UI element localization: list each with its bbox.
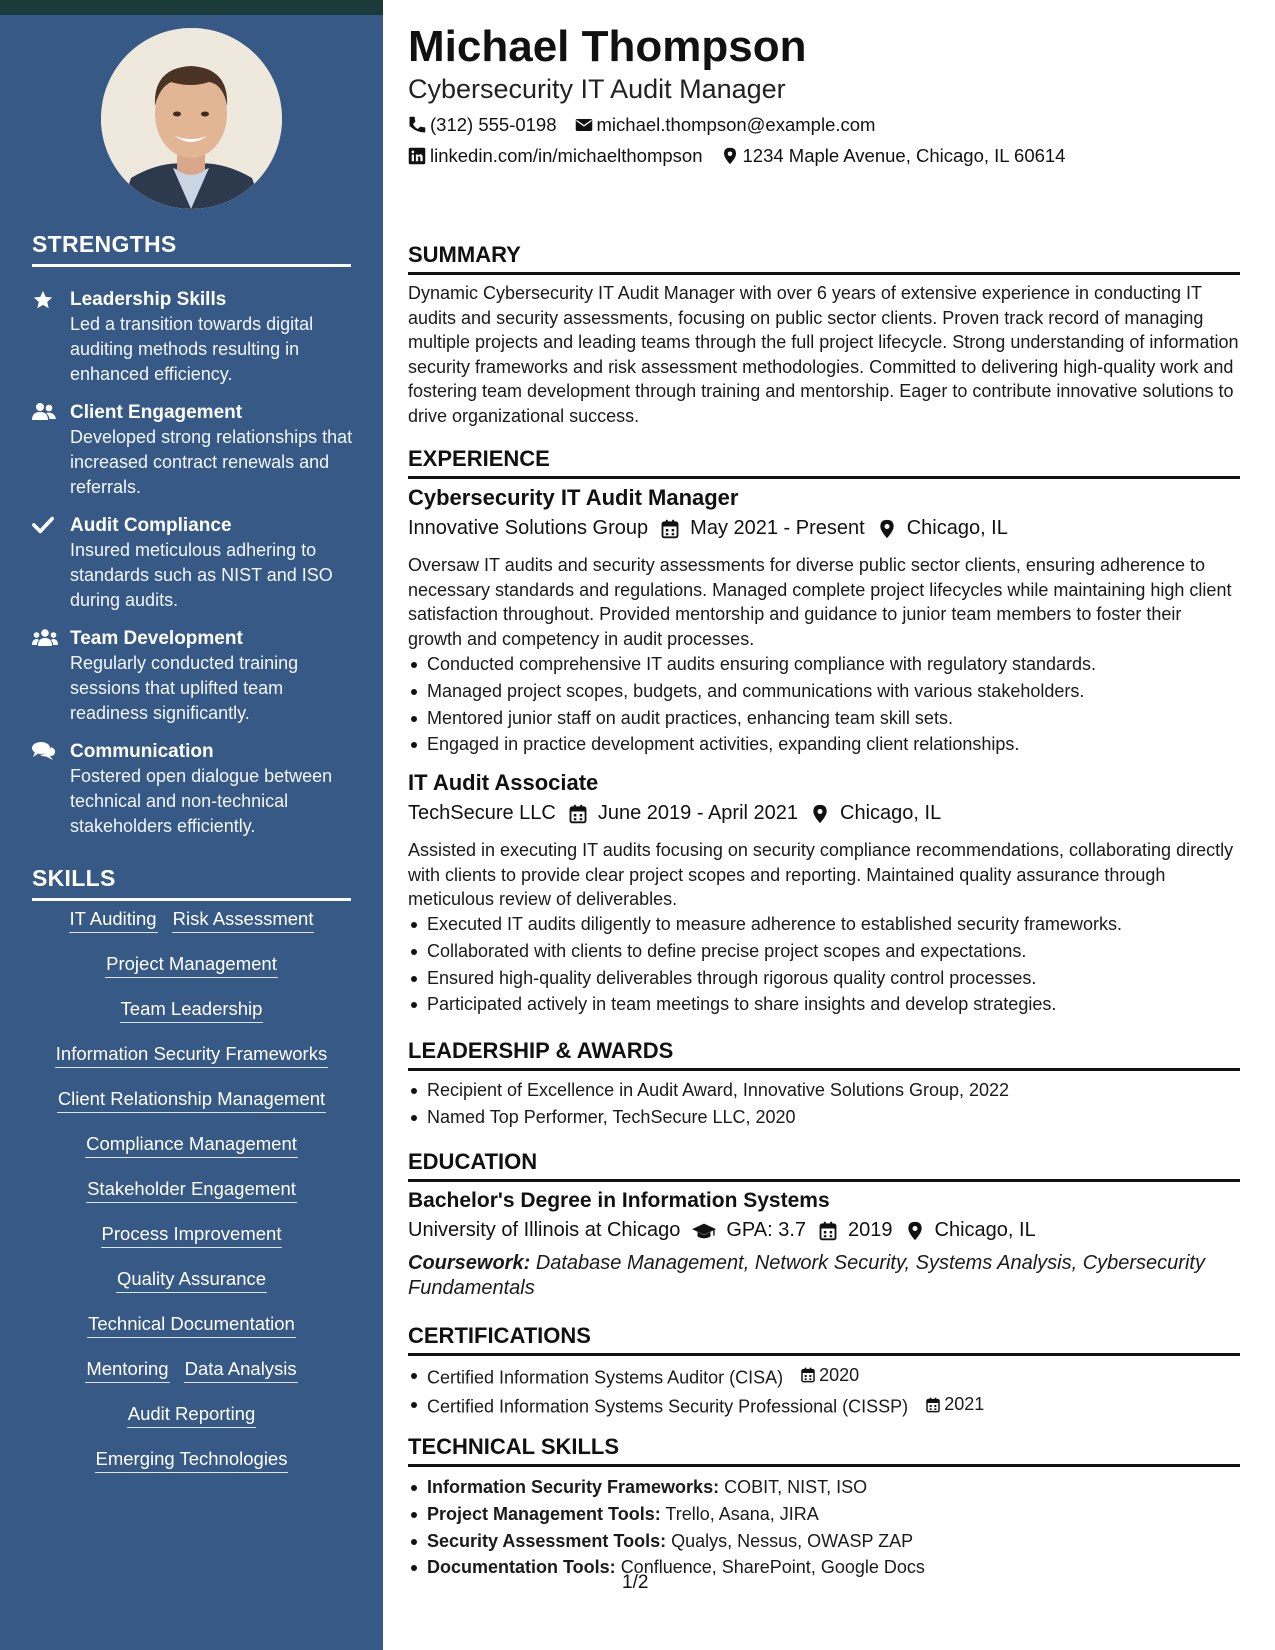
award-item: Recipient of Excellence in Audit Award, Innovative Solutions Group, 2022 [408, 1077, 1240, 1104]
strength-description: Fostered open dialogue between technical and non-technical stakeholders efficiently. [70, 766, 333, 836]
job-bullet: Collaborated with clients to define precise project scopes and expectations. [408, 938, 1240, 965]
skill-tag: Client Relationship Management [57, 1087, 326, 1113]
strength-title: Client Engagement [70, 402, 243, 423]
check-icon [32, 515, 56, 537]
technical-skill-value: Qualys, Nessus, OWASP ZAP [671, 1530, 914, 1551]
skill-tag: Technical Documentation [87, 1312, 296, 1338]
star-icon [32, 289, 56, 311]
awards-heading: LEADERSHIP & AWARDS [408, 1038, 1240, 1071]
map-pin-icon [905, 1221, 925, 1241]
linkedin-icon [408, 147, 426, 165]
certification-year: 2021 [944, 1394, 985, 1415]
technical-skill-label: Information Security Frameworks: [427, 1477, 720, 1497]
job-meta [408, 802, 941, 825]
strengths-list [32, 288, 357, 853]
school-location: Chicago, IL [934, 1219, 1036, 1241]
technical-skill-value: Trello, Asana, JIRA [665, 1503, 819, 1524]
technical-skill-value: Confluence, SharePoint, Google Docs [620, 1557, 925, 1578]
certification-name: Certified Information Systems Security Professional (CISSP) [427, 1396, 909, 1417]
contact-row-1 [408, 114, 875, 136]
strength-title: Team Development [70, 628, 243, 649]
skill-tag: IT Auditing [69, 907, 158, 933]
sidebar-top-bar [0, 0, 383, 15]
strength-description: Insured meticulous adhering to standards such as NIST and ISO during audits. [70, 540, 333, 610]
education-meta [408, 1219, 1036, 1242]
skill-tag: Quality Assurance [116, 1267, 267, 1293]
graduation-year: 2019 [848, 1219, 893, 1241]
company-name: TechSecure LLC [408, 802, 556, 824]
strength-item [32, 514, 357, 613]
technical-skill-item [408, 1554, 1240, 1581]
job-bullet: Managed project scopes, budgets, and communications with various stakeholders. [408, 678, 1240, 705]
education-heading: EDUCATION [408, 1149, 1240, 1182]
job-location: Chicago, IL [906, 517, 1008, 539]
job-location: Chicago, IL [840, 802, 942, 824]
calendar-icon [800, 1367, 816, 1383]
certifications-heading: CERTIFICATIONS [408, 1323, 1240, 1356]
strength-item [32, 740, 357, 839]
strength-description: Developed strong relationships that increased contract renewals and referrals. [70, 427, 353, 497]
coursework-list: Database Management, Network Security, Systems Analysis, Cybersecurity Fundamentals [408, 1252, 1205, 1299]
certification-item [408, 1362, 1240, 1391]
job-bullet: Mentored junior staff on audit practices, enhancing team skill sets. [408, 705, 1240, 732]
strength-title: Leadership Skills [70, 289, 227, 310]
skill-tag: Data Analysis [184, 1357, 298, 1383]
technical-skill-item [408, 1501, 1240, 1528]
job-dates: May 2021 - Present [690, 517, 865, 539]
strength-item [32, 288, 357, 387]
skill-tag: Emerging Technologies [95, 1447, 289, 1473]
page-number: 1/2 [622, 1572, 649, 1593]
address: 1234 Maple Avenue, Chicago, IL 60614 [742, 145, 1066, 166]
skill-tag: Mentoring [85, 1357, 169, 1383]
job-bullet: Participated actively in team meetings to share insights and develop strategies. [408, 991, 1240, 1018]
skills-list [32, 907, 351, 1492]
team-icon [32, 628, 56, 650]
certification-year: 2020 [819, 1365, 860, 1385]
strength-item [32, 401, 357, 500]
job-summary: Assisted in executing IT audits focusing on security compliance recommendations, collaborating directly with clients to provide clear project scopes and reporting. Maintained quality assurance through meticulous review of deliverables. [408, 840, 1234, 910]
strength-item [32, 627, 357, 726]
map-pin-icon [721, 147, 739, 165]
technical-skills-list [408, 1474, 1240, 1581]
skill-tag: Process Improvement [101, 1222, 283, 1248]
skill-tag: Risk Assessment [172, 907, 315, 933]
graduation-cap-icon [692, 1221, 716, 1241]
linkedin-link[interactable]: linkedin.com/in/michaelthompson [430, 145, 703, 166]
technical-skill-label: Project Management Tools: [427, 1503, 661, 1524]
job-bullets [408, 911, 1240, 1018]
technical-skill-label: Documentation Tools: [427, 1557, 616, 1578]
job-bullets [408, 651, 1240, 758]
strengths-heading: STRENGTHS [32, 231, 351, 267]
job-bullet: Executed IT audits diligently to measure adherence to established security frameworks. [408, 911, 1240, 938]
calendar-icon [818, 1221, 838, 1241]
skill-tag: Information Security Frameworks [55, 1042, 328, 1068]
summary-heading: SUMMARY [408, 242, 1240, 275]
technical-skills-heading: TECHNICAL SKILLS [408, 1434, 1240, 1467]
email-link[interactable]: michael.thompson@example.com [596, 114, 876, 135]
strength-title: Audit Compliance [70, 515, 232, 536]
school-name: University of Illinois at Chicago [408, 1219, 681, 1241]
phone-number[interactable]: (312) 555-0198 [430, 114, 557, 135]
award-item: Named Top Performer, TechSecure LLC, 2020 [408, 1104, 1240, 1131]
skill-tag: Team Leadership [120, 997, 264, 1023]
job-bullet: Conducted comprehensive IT audits ensuring compliance with regulatory standards. [408, 651, 1240, 678]
job-bullet: Engaged in practice development activities, expanding client relationships. [408, 731, 1240, 758]
strength-description: Regularly conducted training sessions that uplifted team readiness significantly. [70, 653, 299, 723]
calendar-icon [925, 1397, 941, 1413]
sidebar [0, 0, 383, 1650]
calendar-icon [568, 804, 588, 824]
job-summary: Oversaw IT audits and security assessments for diverse public sector clients, ensuring adherence to necessary standards and regulations. Managed complete project lifecycles while maintaining high client satisfaction throughout. Provided mentorship and guidance to junior team members to foster their growth and competency in audit processes. [408, 555, 1232, 649]
job-dates: June 2019 - April 2021 [597, 802, 799, 824]
gpa: GPA: 3.7 [726, 1219, 807, 1241]
technical-skill-item [408, 1528, 1240, 1555]
degree: Bachelor's Degree in Information Systems [408, 1189, 830, 1212]
certification-name: Certified Information Systems Auditor (CISA) [427, 1367, 784, 1388]
skills-heading: SKILLS [32, 865, 351, 901]
skill-tag: Audit Reporting [127, 1402, 257, 1428]
company-name: Innovative Solutions Group [408, 517, 649, 539]
map-pin-icon [877, 519, 897, 539]
profile-photo [101, 28, 282, 209]
coursework-label: Coursework: [408, 1252, 531, 1274]
awards-list [408, 1077, 1240, 1131]
technical-skill-value: COBIT, NIST, ISO [724, 1477, 868, 1497]
experience-heading: EXPERIENCE [408, 446, 1240, 479]
technical-skill-item [408, 1474, 1240, 1501]
candidate-title: Cybersecurity IT Audit Manager [408, 74, 786, 104]
skill-tag: Compliance Management [85, 1132, 298, 1158]
strength-title: Communication [70, 741, 214, 762]
certifications-list [408, 1362, 1240, 1420]
contact-row-2 [408, 145, 1065, 167]
technical-skill-label: Security Assessment Tools: [427, 1530, 667, 1551]
map-pin-icon [810, 804, 830, 824]
strength-description: Led a transition towards digital auditing methods resulting in enhanced efficiency. [70, 314, 314, 384]
calendar-icon [660, 519, 680, 539]
comments-icon [32, 741, 56, 763]
skill-tag: Stakeholder Engagement [86, 1177, 297, 1203]
users-icon [32, 402, 56, 424]
job-bullet: Ensured high-quality deliverables through rigorous quality control processes. [408, 965, 1240, 992]
coursework [408, 1251, 1240, 1300]
job-title: Cybersecurity IT Audit Manager [408, 485, 739, 510]
skill-tag: Project Management [105, 952, 278, 978]
phone-icon [408, 116, 426, 134]
job-meta [408, 517, 1008, 540]
summary-text: Dynamic Cybersecurity IT Audit Manager with over 6 years of extensive experience in conducting IT audits and security assessments, focusing on public sector clients. Proven track record of managing multiple projects and leading teams through the full project lifecycle. Strong understanding of information security frameworks and risk assessment methodologies. Committed to delivering high-quality work and fostering team development through training and mentorship. Eager to contribute innovative solutions to drive organizational success. [408, 283, 1239, 426]
job-title: IT Audit Associate [408, 770, 599, 795]
envelope-icon [575, 116, 593, 134]
candidate-name: Michael Thompson [408, 22, 807, 71]
certification-item [408, 1391, 1240, 1420]
